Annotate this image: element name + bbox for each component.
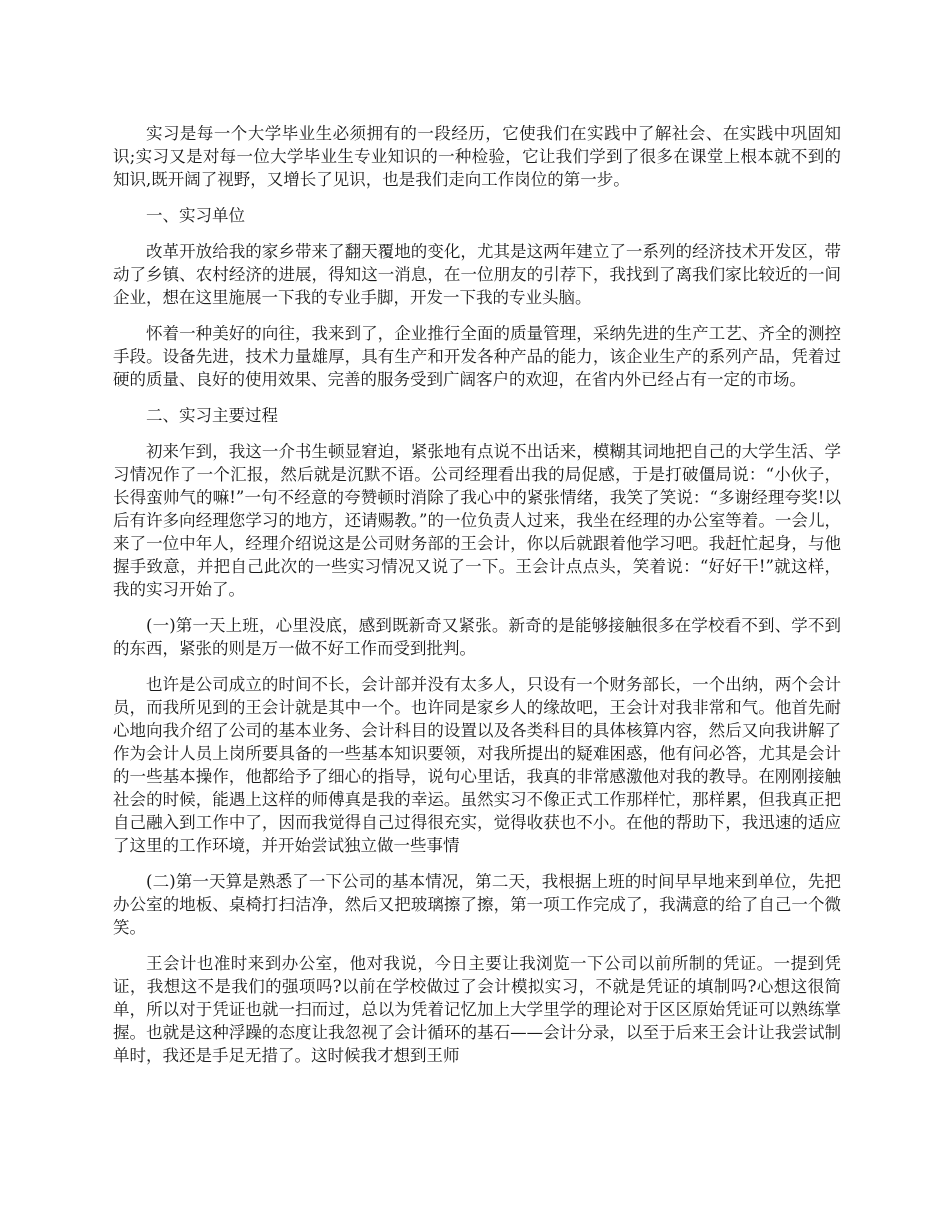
body-paragraph: 王会计也准时来到办公室，他对我说，今日主要让我浏览一下公司以前所制的凭证。一提到凭证，我想这不是我们的强项吗?以前在学校做过了会计模拟实习，不就是凭证的填制吗?心想这很简单，所以对于凭证也就一扫而过，总以为凭着记忆加上大学里学的理论对于区区原始凭证可以熟练掌握。也就是这种浮躁的态度让我忽视了会计循环的基石——会计分录，以至于后来王会计让我尝试制单时，我还是手足无措了。这时候我才想到王师 — [113, 954, 841, 1065]
body-paragraph: (一)第一天上班，心里没底，感到既新奇又紧张。新奇的是能够接触很多在学校看不到、学不到的东西，紧张的则是万一做不好工作而受到批判。 — [113, 616, 841, 658]
document-body — [113, 122, 841, 1080]
section-heading-internship-unit: 一、实习单位 — [146, 206, 245, 225]
body-paragraph: (二)第一天算是熟悉了一下公司的基本情况，第二天，我根据上班的时间早早地来到单位，先把办公室的地板、桌椅打扫洁净，然后又把玻璃擦了擦，第一项工作完成了，我满意的给了自己一个微笑。 — [113, 872, 841, 937]
section-heading-internship-process: 二、实习主要过程 — [146, 406, 278, 425]
body-paragraph: 怀着一种美好的向往，我来到了，企业推行全面的质量管理，采纳先进的生产工艺、齐全的测控手段。设备先进，技术力量雄厚，具有生产和开发各种产品的能力，该企业生产的系列产品，凭着过硬的质量、良好的使用效果、完善的服务受到广阔客户的欢迎，在省内外已经占有一定的市场。 — [113, 324, 841, 389]
body-paragraph: 也许是公司成立的时间不长，会计部并没有太多人，只设有一个财务部长，一个出纳，两个会计员，而我所见到的王会计就是其中一个。也许同是家乡人的缘故吧，王会计对我非常和气。他首先耐心地向我介绍了公司的基本业务、会计科目的设置以及各类科目的具体核算内容，然后又向我讲解了作为会计人员上岗所要具备的一些基本知识要领，对我所提出的疑难困惑，他有问必答，尤其是会计的一些基本操作，他都给予了细心的指导，说句心里话，我真的非常感激他对我的教导。在刚刚接触社会的时候，能遇上这样的师傅真是我的幸运。虽然实习不像正式工作那样忙，那样累，但我真正把自己融入到工作中了，因而我觉得自己过得很充实，觉得收获也不小。在他的帮助下，我迅速的适应了这里的工作环境，并开始尝试独立做一些事情 — [113, 675, 841, 855]
intro-paragraph: 实习是每一个大学毕业生必须拥有的一段经历，它使我们在实践中了解社会、在实践中巩固知识;实习又是对每一位大学毕业生专业知识的一种检验，它让我们学到了很多在课堂上根本就不到的知识,既开阔了视野，又增长了见识，也是我们走向工作岗位的第一步。 — [113, 124, 841, 189]
body-paragraph: 初来乍到，我这一介书生顿显窘迫，紧张地有点说不出话来，模糊其词地把自己的大学生活、学习情况作了一个汇报，然后就是沉默不语。公司经理看出我的局促感，于是打破僵局说：“小伙子，长得蛮帅气的嘛!”一句不经意的夸赞顿时消除了我心中的紧张情绪，我笑了笑说：“多谢经理夸奖!以后有许多向经理您学习的地方，还请赐教。”的一位负责人过来，我坐在经理的办公室等着。一会儿，来了一位中年人，经理介绍说这是公司财务部的王会计，你以后就跟着他学习吧。我赶忙起身，与他握手致意，并把自己此次的一些实习情况又说了一下。王会计点点头，笑着说：“好好干!”就这样，我的实习开始了。 — [113, 442, 841, 599]
body-paragraph: 改革开放给我的家乡带来了翻天覆地的变化，尤其是这两年建立了一系列的经济技术开发区，带动了乡镇、农村经济的进展，得知这一消息，在一位朋友的引荐下，我找到了离我们家比较近的一间企业，想在这里施展一下我的专业手脚，开发一下我的专业头脑。 — [113, 242, 841, 307]
